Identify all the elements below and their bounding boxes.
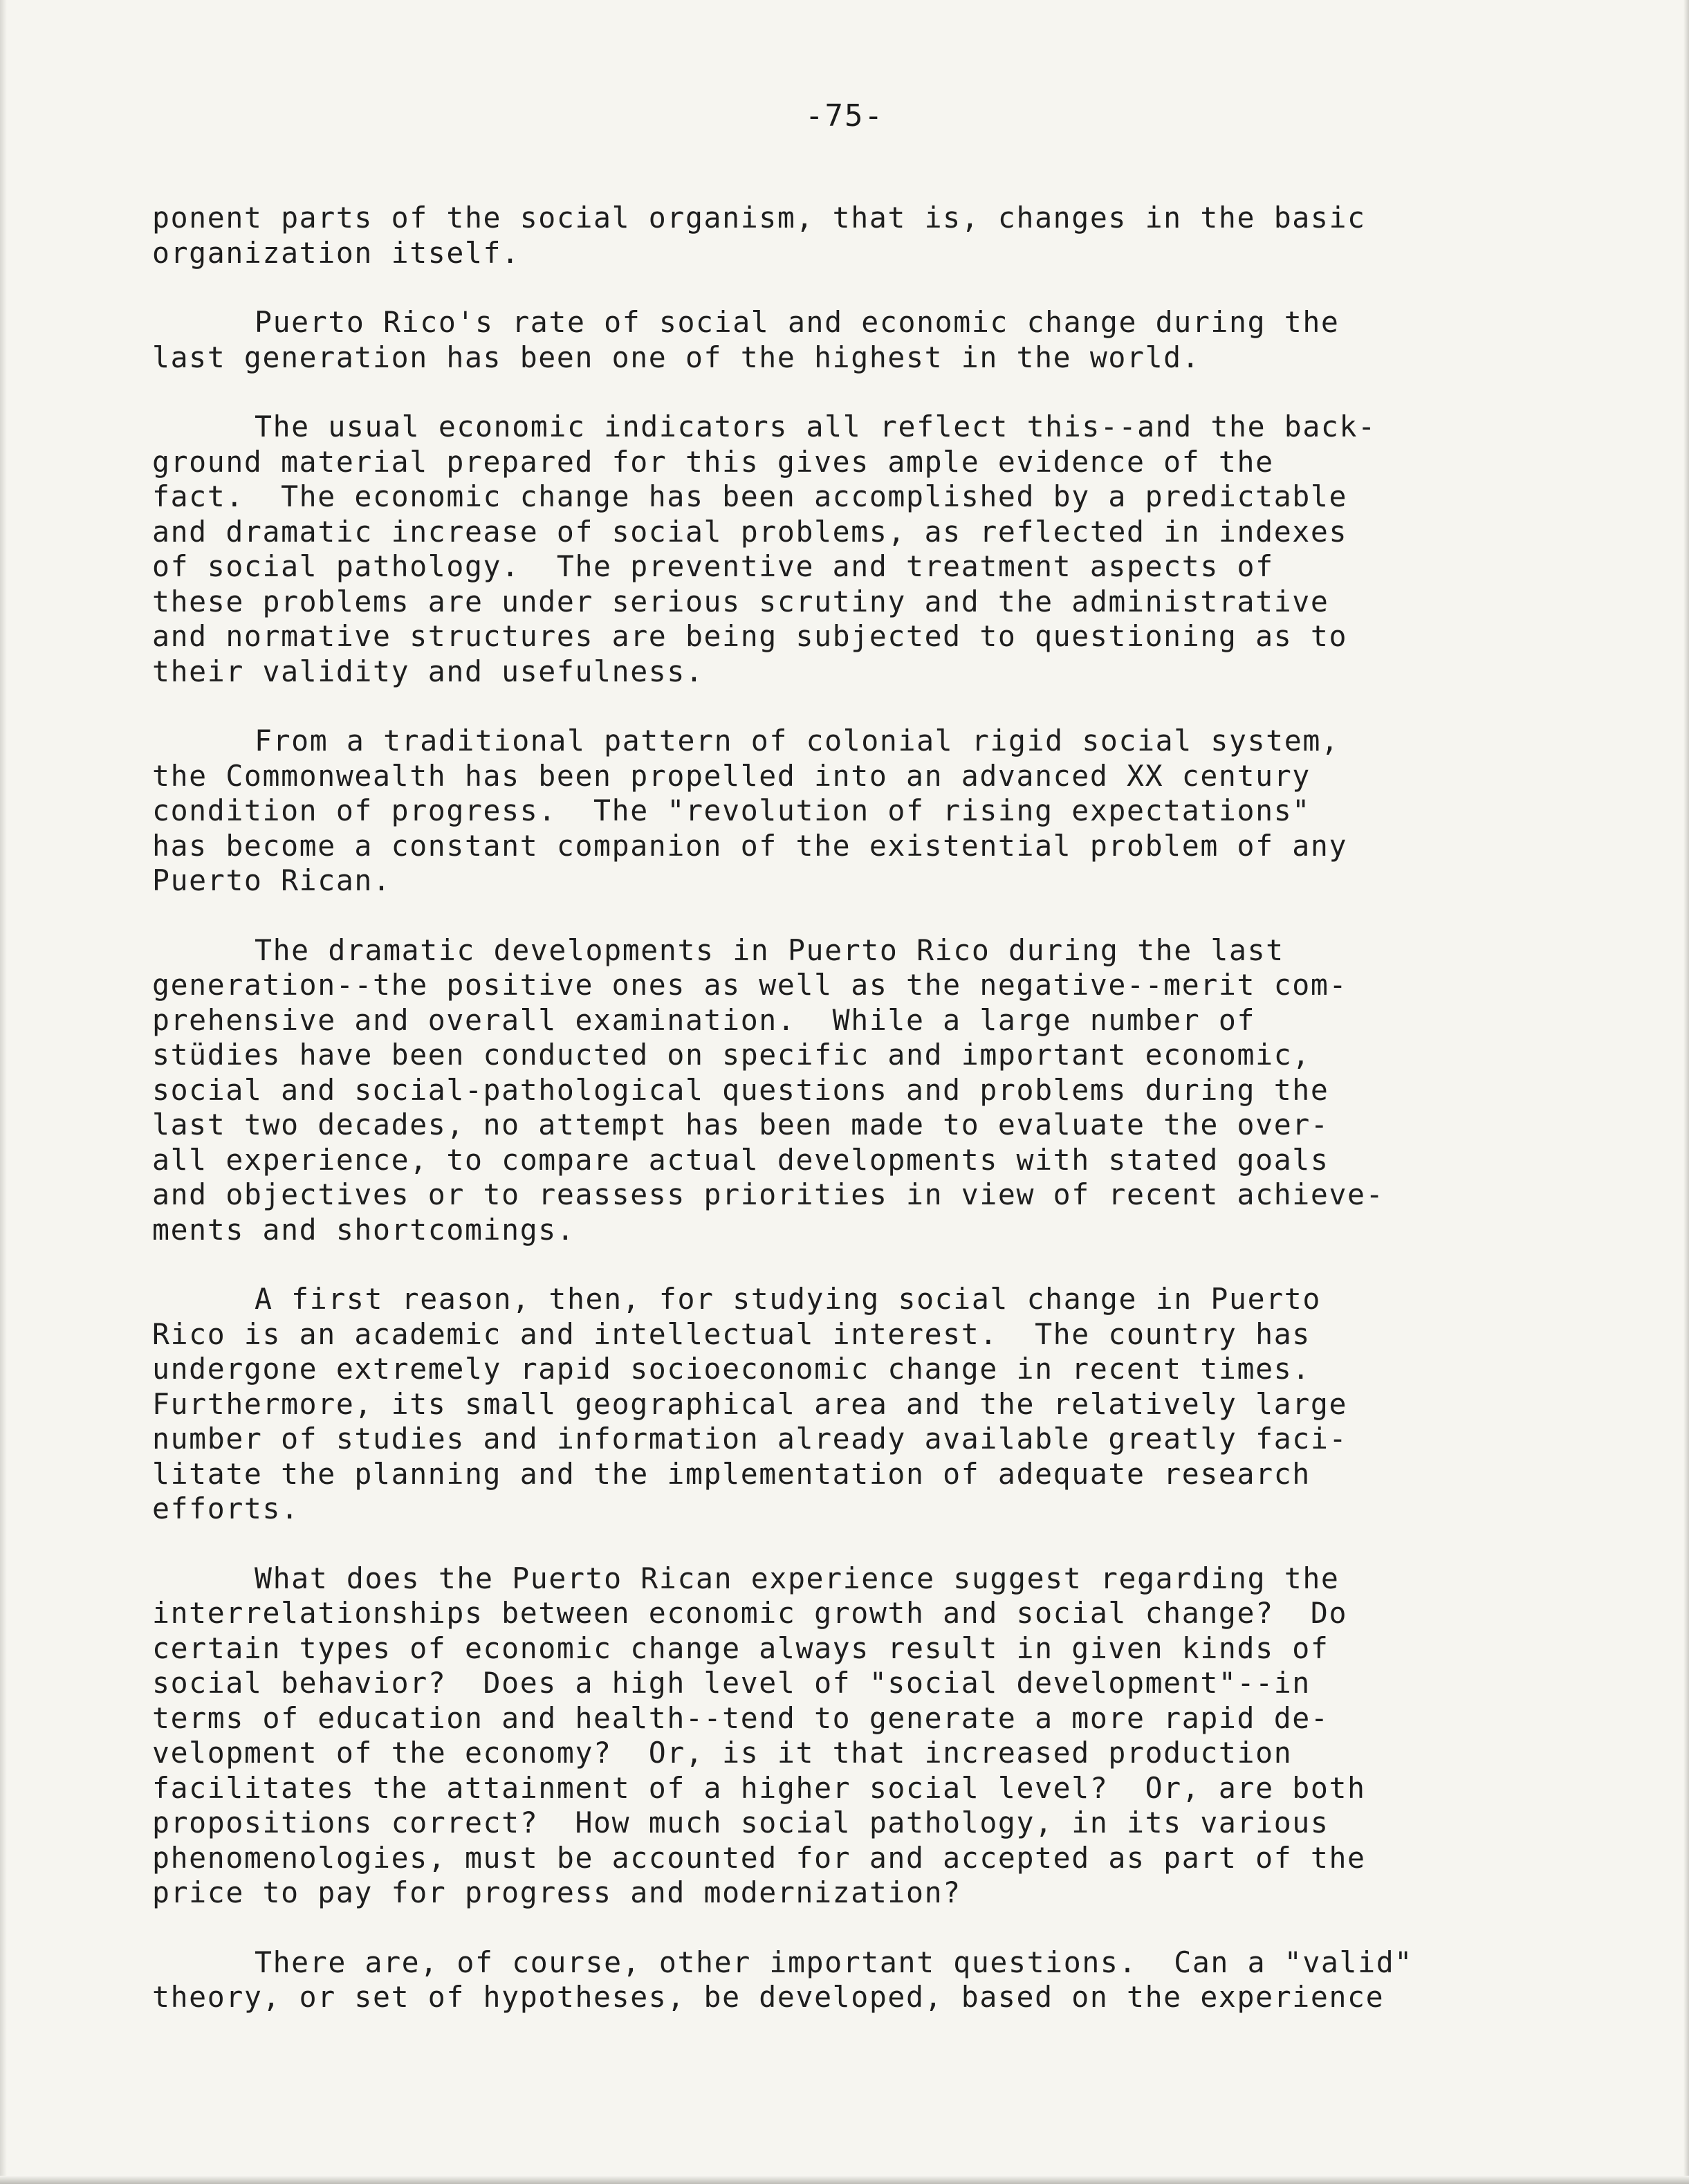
text-line: Furthermore, its small geographical area and the relatively large <box>152 1386 1348 1421</box>
body-text <box>152 201 1535 2050</box>
paragraph <box>152 1945 1535 2015</box>
paragraph <box>152 201 1535 270</box>
text-line: Puerto Rican. <box>152 863 391 897</box>
text-line: Puerto Rico's rate of social and economic change during the <box>255 305 1340 339</box>
text-line: stüdies have been conducted on specific and important economic, <box>152 1038 1311 1072</box>
text-line: generation--the positive ones as well as the negative--merit com- <box>152 968 1348 1002</box>
text-line: prehensive and overall examination. While a large number of <box>152 1002 1256 1037</box>
text-line: efforts. <box>152 1492 299 1525</box>
paragraph <box>152 305 1535 375</box>
text-line: undergone extremely rapid socioeconomic change in recent times. <box>152 1352 1311 1386</box>
paragraph <box>152 933 1535 1248</box>
text-line: ments and shortcomings. <box>152 1212 575 1247</box>
page-number: -75- <box>805 98 884 134</box>
text-line: fact. The economic change has been accomplished by a predictable <box>152 479 1348 513</box>
paragraph <box>152 1561 1535 1911</box>
text-line: organization itself. <box>152 235 520 270</box>
text-line: velopment of the economy? Or, is it that increased production <box>152 1736 1293 1770</box>
text-line: last two decades, no attempt has been made to evaluate the over- <box>152 1108 1329 1141</box>
text-line: facilitates the attainment of a higher social level? Or, are both <box>152 1770 1366 1805</box>
text-line: of social pathology. The preventive and treatment aspects of <box>152 549 1274 583</box>
text-line: terms of education and health--tend to generate a more rapid de- <box>152 1700 1329 1735</box>
text-line: propositions correct? How much social pathology, in its various <box>152 1806 1329 1839</box>
text-line: There are, of course, other important questions. Can a "valid" <box>255 1945 1413 1979</box>
text-line: number of studies and information already available greatly faci- <box>152 1422 1348 1456</box>
text-line: and normative structures are being subjected to questioning as to <box>152 619 1348 653</box>
text-line: The dramatic developments in Puerto Rico during the last <box>255 933 1284 967</box>
text-line: From a traditional pattern of colonial rigid social system, <box>255 724 1340 758</box>
paragraph <box>152 1282 1535 1527</box>
text-line: What does the Puerto Rican experience suggest regarding the <box>255 1561 1340 1595</box>
text-line: their validity and usefulness. <box>152 654 704 688</box>
scan-edge-left <box>0 0 7 2184</box>
text-line: and objectives or to reassess priorities in view of recent achieve- <box>152 1177 1385 1211</box>
scan-edge-right <box>1683 0 1689 2184</box>
text-line: Rico is an academic and intellectual interest. The country has <box>152 1316 1311 1351</box>
text-line: social and social-pathological questions and problems during the <box>152 1072 1329 1107</box>
text-line: certain types of economic change always result in given kinds of <box>152 1631 1329 1665</box>
text-line: these problems are under serious scrutiny and the administrative <box>152 584 1329 618</box>
text-line: ponent parts of the social organism, that is, changes in the basic <box>152 201 1366 235</box>
text-line: condition of progress. The "revolution of rising expectations" <box>152 793 1311 827</box>
text-line: last generation has been one of the highest in the world. <box>152 340 1201 374</box>
text-line: ground material prepared for this gives ample evidence of the <box>152 444 1274 479</box>
text-line: litate the planning and the implementation of adequate research <box>152 1456 1311 1491</box>
text-line: and dramatic increase of social problems, as reflected in indexes <box>152 514 1348 549</box>
text-line: phenomenologies, must be accounted for and accepted as part of the <box>152 1840 1366 1875</box>
text-line: all experience, to compare actual developments with stated goals <box>152 1142 1329 1177</box>
text-line: The usual economic indicators all reflect this--and the back- <box>255 410 1376 443</box>
text-line: theory, or set of hypotheses, be developed, based on the experience <box>152 1980 1385 2014</box>
scan-edge-bottom <box>0 2176 1689 2184</box>
paragraph <box>152 410 1535 689</box>
text-line: social behavior? Does a high level of "social development"--in <box>152 1666 1311 1700</box>
paragraph <box>152 724 1535 899</box>
text-line: A first reason, then, for studying social change in Puerto <box>255 1282 1321 1316</box>
text-line: the Commonwealth has been propelled into an advanced XX century <box>152 758 1311 793</box>
text-line: has become a constant companion of the existential problem of any <box>152 828 1348 863</box>
text-line: interrelationships between economic growth and social change? Do <box>152 1596 1348 1630</box>
text-line: price to pay for progress and modernization? <box>152 1875 961 1909</box>
